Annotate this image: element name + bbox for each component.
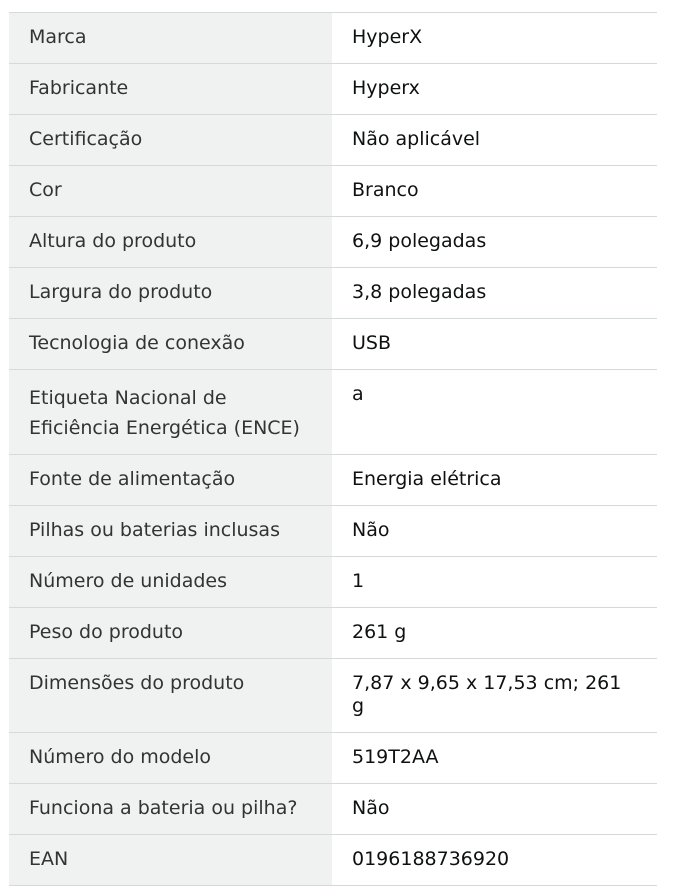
spec-value: 3,8 polegadas xyxy=(332,268,657,319)
spec-value: Não xyxy=(332,506,657,557)
spec-value: HyperX xyxy=(332,13,657,64)
spec-label: Fabricante xyxy=(9,64,332,115)
spec-value: 1 xyxy=(332,557,657,608)
spec-label: Etiqueta Nacional de Eficiência Energética (ENCE) xyxy=(9,370,332,455)
table-row xyxy=(9,659,657,733)
table-row xyxy=(9,166,657,217)
spec-value: USB xyxy=(332,319,657,370)
spec-value: Não aplicável xyxy=(332,115,657,166)
spec-value: Energia elétrica xyxy=(332,455,657,506)
table-row xyxy=(9,784,657,835)
table-row xyxy=(9,455,657,506)
spec-label: Peso do produto xyxy=(9,608,332,659)
spec-label: Marca xyxy=(9,13,332,64)
table-row xyxy=(9,835,657,886)
product-details-table xyxy=(9,12,657,886)
table-row xyxy=(9,733,657,784)
table-row xyxy=(9,13,657,64)
spec-value: 7,87 x 9,65 x 17,53 cm; 261 g xyxy=(332,659,657,733)
spec-label: Fonte de alimentação xyxy=(9,455,332,506)
spec-label: Funciona a bateria ou pilha? xyxy=(9,784,332,835)
table-row xyxy=(9,370,657,455)
table-row xyxy=(9,115,657,166)
spec-value: Hyperx xyxy=(332,64,657,115)
table-row xyxy=(9,217,657,268)
table-row xyxy=(9,268,657,319)
spec-value: a xyxy=(332,370,657,455)
table-row xyxy=(9,319,657,370)
spec-value: 261 g xyxy=(332,608,657,659)
spec-label: Número do modelo xyxy=(9,733,332,784)
table-row xyxy=(9,608,657,659)
spec-label: Certificação xyxy=(9,115,332,166)
spec-label: Largura do produto xyxy=(9,268,332,319)
spec-label: Número de unidades xyxy=(9,557,332,608)
spec-label: Pilhas ou baterias inclusas xyxy=(9,506,332,557)
table-row xyxy=(9,557,657,608)
spec-value: 519T2AA xyxy=(332,733,657,784)
table-row xyxy=(9,64,657,115)
table-row xyxy=(9,506,657,557)
spec-value: 6,9 polegadas xyxy=(332,217,657,268)
spec-label: Altura do produto xyxy=(9,217,332,268)
spec-label: Tecnologia de conexão xyxy=(9,319,332,370)
spec-label: Cor xyxy=(9,166,332,217)
spec-value: Não xyxy=(332,784,657,835)
spec-label: Dimensões do produto xyxy=(9,659,332,733)
spec-value: 0196188736920 xyxy=(332,835,657,886)
spec-label: EAN xyxy=(9,835,332,886)
spec-value: Branco xyxy=(332,166,657,217)
